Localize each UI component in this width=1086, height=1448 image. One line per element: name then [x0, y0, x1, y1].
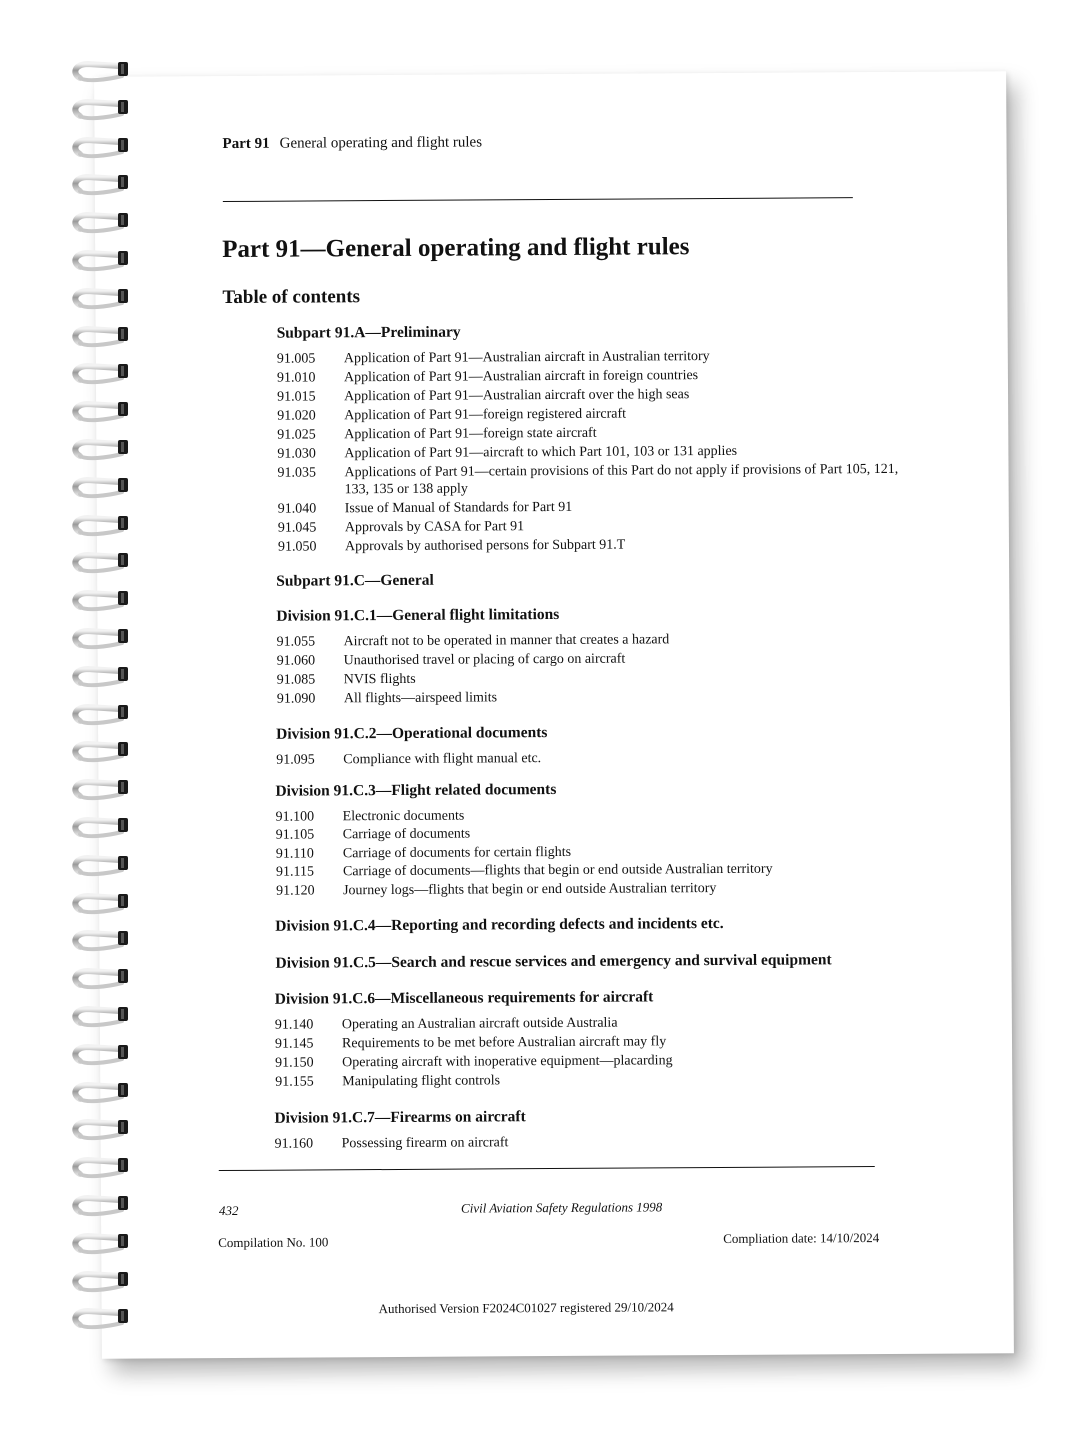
binding-ring [66, 1079, 138, 1109]
toc-entry-number: 91.110 [275, 846, 314, 862]
footer-rule [219, 1166, 875, 1171]
toc-entry-title: Application of Part 91—aircraft to which Part 101, 103 or 131 applies [344, 443, 738, 462]
toc-heading-division-91c2: Division 91.C.2—Operational documents [276, 724, 548, 743]
binding-ring [66, 209, 138, 239]
binding-ring [66, 701, 138, 731]
toc-entry-title: Operating aircraft with inoperative equipment—placarding [342, 1053, 673, 1071]
binding-ring [66, 398, 138, 428]
toc-entry-number: 91.030 [277, 446, 316, 462]
toc-entry-title: Application of Part 91—Australian aircraft in Australian territory [343, 349, 710, 367]
toc-entry-number: 91.095 [276, 752, 315, 768]
toc-entry-number: 91.035 [277, 465, 317, 481]
binding-ring [66, 625, 138, 655]
running-header [222, 134, 482, 153]
toc-entry-title: Journey logs—flights that begin or end outside Australian territory [343, 881, 717, 899]
binding-ring [66, 814, 138, 844]
toc-entry-title: Operating an Australian aircraft outside Australia [341, 1015, 618, 1033]
toc-heading-division-91c4: Division 91.C.4—Reporting and recording defects and incidents etc. [275, 914, 724, 935]
binding-ring [66, 927, 138, 957]
binding-ring [66, 1154, 138, 1184]
toc-entry-title: All flights—airspeed limits [343, 690, 498, 707]
toc-entry-title: Possessing firearm on aircraft [341, 1135, 509, 1152]
toc-entry-title: Approvals by CASA for Part 91 [344, 519, 525, 536]
toc-entry-number: 91.085 [276, 672, 316, 688]
toc-entry-title: Carriage of documents for certain flights [342, 844, 572, 862]
toc-entry-number: 91.160 [274, 1136, 314, 1152]
footer-compilation-date: Compliation date: 14/10/2024 [723, 1230, 880, 1246]
toc-entry-number: 91.055 [276, 634, 316, 650]
binding-ring [66, 360, 138, 390]
header-rule [223, 197, 853, 202]
toc-heading-subpart-91a: Subpart 91.A—Preliminary [276, 323, 461, 342]
toc-entry-title: Aircraft not to be operated in manner that creates a hazard [343, 632, 670, 650]
toc-entry-number: 91.010 [276, 370, 316, 386]
binding-ring [66, 1305, 138, 1335]
toc-heading-division-91c3: Division 91.C.3—Flight related documents [275, 780, 557, 800]
toc-entry-title: Application of Part 91—foreign registered aircraft [344, 406, 627, 424]
binding-ring [66, 1041, 138, 1071]
toc-entry-number: 91.025 [277, 427, 316, 443]
binding-ring [66, 965, 138, 995]
toc-entry-title: Electronic documents [342, 808, 465, 825]
footer-document-name: Civil Aviation Safety Regulations 1998 [460, 1199, 663, 1216]
toc-entry-title: Application of Part 91—Australian aircraft over the high seas [344, 387, 690, 405]
toc-entry-number: 91.150 [275, 1055, 314, 1071]
binding-ring [66, 549, 138, 579]
toc-heading-subpart-91c: Subpart 91.C—General [276, 571, 434, 590]
binding-ring [66, 323, 138, 353]
toc-entry-number: 91.005 [276, 351, 316, 367]
toc-entry-title: Compliance with flight manual etc. [343, 751, 542, 768]
binding-ring [66, 474, 138, 504]
binding-ring [66, 171, 138, 201]
binding-ring [66, 663, 138, 693]
toc-entry-title: Application of Part 91—foreign state aircraft [344, 425, 597, 443]
toc-entry-number: 91.140 [274, 1017, 314, 1033]
binding-ring [66, 512, 138, 542]
binding-ring [66, 1192, 138, 1222]
binding-ring [66, 96, 138, 126]
binding-ring [66, 890, 138, 920]
footer-page-number: 432 [218, 1202, 239, 1219]
toc-entry-title: Carriage of documents [342, 826, 471, 843]
header-part-label: Part 91 [222, 135, 270, 153]
toc-entry-number: 91.045 [277, 520, 317, 536]
binding-ring [66, 436, 138, 466]
toc-entry-title: Approvals by authorised persons for Subpart 91.T [344, 537, 626, 555]
toc-heading-division-91c1: Division 91.C.1—General flight limitations [276, 605, 560, 625]
toc-entry-number: 91.020 [277, 408, 316, 424]
toc-entry-number: 91.015 [277, 389, 316, 405]
footer-compilation-number: Compilation No. 100 [218, 1234, 329, 1251]
spiral-binding [66, 58, 142, 1338]
binding-ring [66, 285, 138, 315]
toc-title: Table of contents [222, 286, 361, 309]
footer-authorised-version: Authorised Version F2024C01027 registered 29/10/2024 [378, 1299, 674, 1317]
toc-entry-title: Application of Part 91—Australian aircraft in foreign countries [343, 368, 699, 386]
toc-entry-title: Unauthorised travel or placing of cargo on aircraft [343, 651, 626, 669]
binding-ring [66, 1230, 138, 1260]
header-part-title: General operating and flight rules [279, 134, 483, 152]
toc-entry-number: 91.155 [275, 1074, 314, 1090]
binding-ring [66, 852, 138, 882]
toc-entry-number: 91.115 [275, 864, 314, 880]
toc-entry-number: 91.105 [275, 827, 315, 843]
toc-heading-division-91c6: Division 91.C.6—Miscellaneous requirements for aircraft [274, 988, 654, 1008]
binding-ring [66, 134, 138, 164]
toc-entry-number: 91.120 [276, 883, 315, 899]
binding-ring [66, 776, 138, 806]
binding-ring [66, 1268, 138, 1298]
binding-ring [66, 1003, 138, 1033]
toc-entry-title: Issue of Manual of Standards for Part 91 [344, 499, 573, 517]
toc-entry-number: 91.100 [275, 809, 315, 825]
binding-ring [66, 587, 138, 617]
toc-entry-title: Requirements to be met before Australian aircraft may fly [341, 1034, 667, 1052]
toc-heading-division-91c7: Division 91.C.7—Firearms on aircraft [274, 1108, 526, 1127]
toc-entry-title: Manipulating flight controls [342, 1073, 501, 1090]
toc-entry-number: 91.040 [277, 501, 317, 517]
binding-ring [66, 738, 138, 768]
toc-entry-number: 91.090 [276, 691, 316, 707]
toc-entry-title: NVIS flights [343, 671, 416, 688]
toc-entry-number: 91.145 [274, 1036, 314, 1052]
binding-ring [66, 58, 138, 88]
toc-entry-title: Carriage of documents—flights that begin or end outside Australian territory [342, 861, 773, 880]
toc-entry-number: 91.050 [277, 539, 317, 555]
document-page [94, 71, 1014, 1359]
binding-ring [66, 1116, 138, 1146]
toc-entry-title: Applications of Part 91—certain provisions of this Part do not apply if provisions of Part 105, 121, 133, 135 or 138 apply [344, 461, 899, 498]
page-title: Part 91—General operating and flight rules [222, 233, 690, 264]
toc-entry-number: 91.060 [276, 653, 316, 669]
toc-heading-division-91c5: Division 91.C.5—Search and rescue services and emergency and survival equipment [275, 951, 832, 972]
binding-ring [66, 247, 138, 277]
